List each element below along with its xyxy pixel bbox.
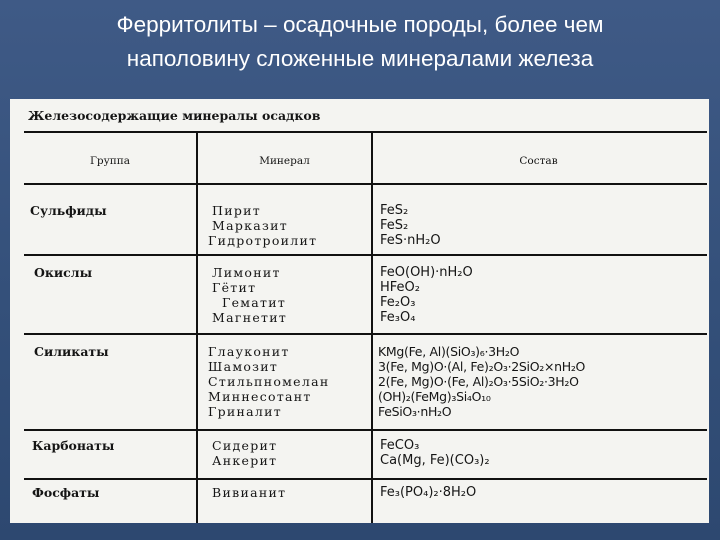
slide-title-line-2: наполовину сложенные минералами железа: [126, 46, 594, 71]
header-composition: Состав: [519, 155, 558, 167]
table-row-oxides-compositions: [380, 265, 473, 325]
mineral-name: Сидерит: [212, 438, 278, 453]
table-row-sulfides-minerals: [208, 203, 318, 248]
slide-title-line-1: Ферритолиты – осадочные породы, более чем: [116, 12, 604, 37]
table-row-sulfides-group: Сульфиды: [30, 203, 107, 218]
mineral-name: Анкерит: [212, 453, 278, 468]
composition-formula: HFeO₂: [380, 280, 420, 295]
mineral-name: Лимонит: [212, 265, 281, 280]
composition-formula: FeO(OH)·nH₂O: [380, 265, 473, 280]
mineral-name: Марказит: [212, 218, 288, 233]
mineral-name: Глауконит: [208, 344, 290, 359]
mineral-name: Вивианит: [212, 485, 287, 500]
table-row-phosphates-minerals: [212, 485, 286, 500]
composition-formula: FeS₂: [380, 203, 409, 218]
composition-formula: 2(Fe, Mg)O·(Fe, Al)₂O₃·5SiO₂·3H₂O: [378, 374, 579, 389]
mineral-name: Стильпномелан: [208, 374, 330, 389]
composition-formula: FeSiO₃·nH₂O: [378, 404, 452, 419]
mineral-name: Гётит: [212, 280, 257, 295]
table-row-sulfides-compositions: [380, 203, 441, 248]
composition-formula: FeCO₃: [380, 438, 420, 453]
table-row-phosphates-compositions: [380, 485, 476, 500]
mineral-name: Шамозит: [208, 359, 279, 374]
rule-row-4: [24, 478, 707, 480]
composition-formula: FeS·nH₂O: [380, 233, 441, 248]
rule-row-2: [24, 333, 707, 335]
mineral-name: Пирит: [212, 203, 261, 218]
table-row-silicates-minerals: [208, 344, 330, 419]
composition-formula: Fe₃O₄: [380, 310, 416, 325]
mineral-name: Гематит: [222, 295, 287, 310]
composition-formula: FeS₂: [380, 218, 409, 233]
composition-formula: 3(Fe, Mg)O·(Al, Fe)₂O₃·2SiO₂×nH₂O: [378, 359, 586, 374]
table-row-carbonates-group: Карбонаты: [32, 438, 115, 453]
rule-top: [24, 131, 707, 133]
composition-formula: Fe₃(PO₄)₂·8H₂O: [380, 485, 477, 500]
table-row-oxides-minerals: [212, 265, 287, 325]
header-group: Группа: [89, 155, 131, 167]
rule-header: [24, 183, 707, 185]
rule-col-1: [196, 132, 198, 523]
composition-formula: (OH)₂(FeMg)₃Si₄O₁₀: [378, 389, 491, 404]
slide-title: [0, 8, 720, 76]
composition-formula: Ca(Mg, Fe)(CO₃)₂: [380, 453, 490, 468]
mineral-name: Гриналит: [208, 404, 282, 419]
table-row-carbonates-compositions: [380, 438, 490, 468]
composition-formula: KMg(Fe, Al)(SiO₃)₆·3H₂O: [378, 344, 520, 359]
composition-formula: Fe₂O₃: [380, 295, 416, 310]
rule-row-1: [24, 254, 707, 256]
rule-col-2: [371, 132, 373, 523]
table-row-silicates-group: Силикаты: [34, 344, 109, 359]
mineral-name: Магнетит: [212, 310, 288, 325]
table-row-carbonates-minerals: [212, 438, 277, 468]
mineral-name: Гидротроилит: [208, 233, 318, 248]
table-row-silicates-compositions: [378, 344, 585, 419]
table-image: [10, 99, 709, 523]
rule-row-3: [24, 429, 707, 431]
mineral-name: Миннесотант: [208, 389, 312, 404]
table-row-oxides-group: Окислы: [34, 265, 93, 280]
table-row-phosphates-group: Фосфаты: [32, 485, 100, 500]
table-caption: Железосодержащие минералы осадков: [28, 108, 321, 123]
header-mineral: Минерал: [259, 155, 310, 167]
